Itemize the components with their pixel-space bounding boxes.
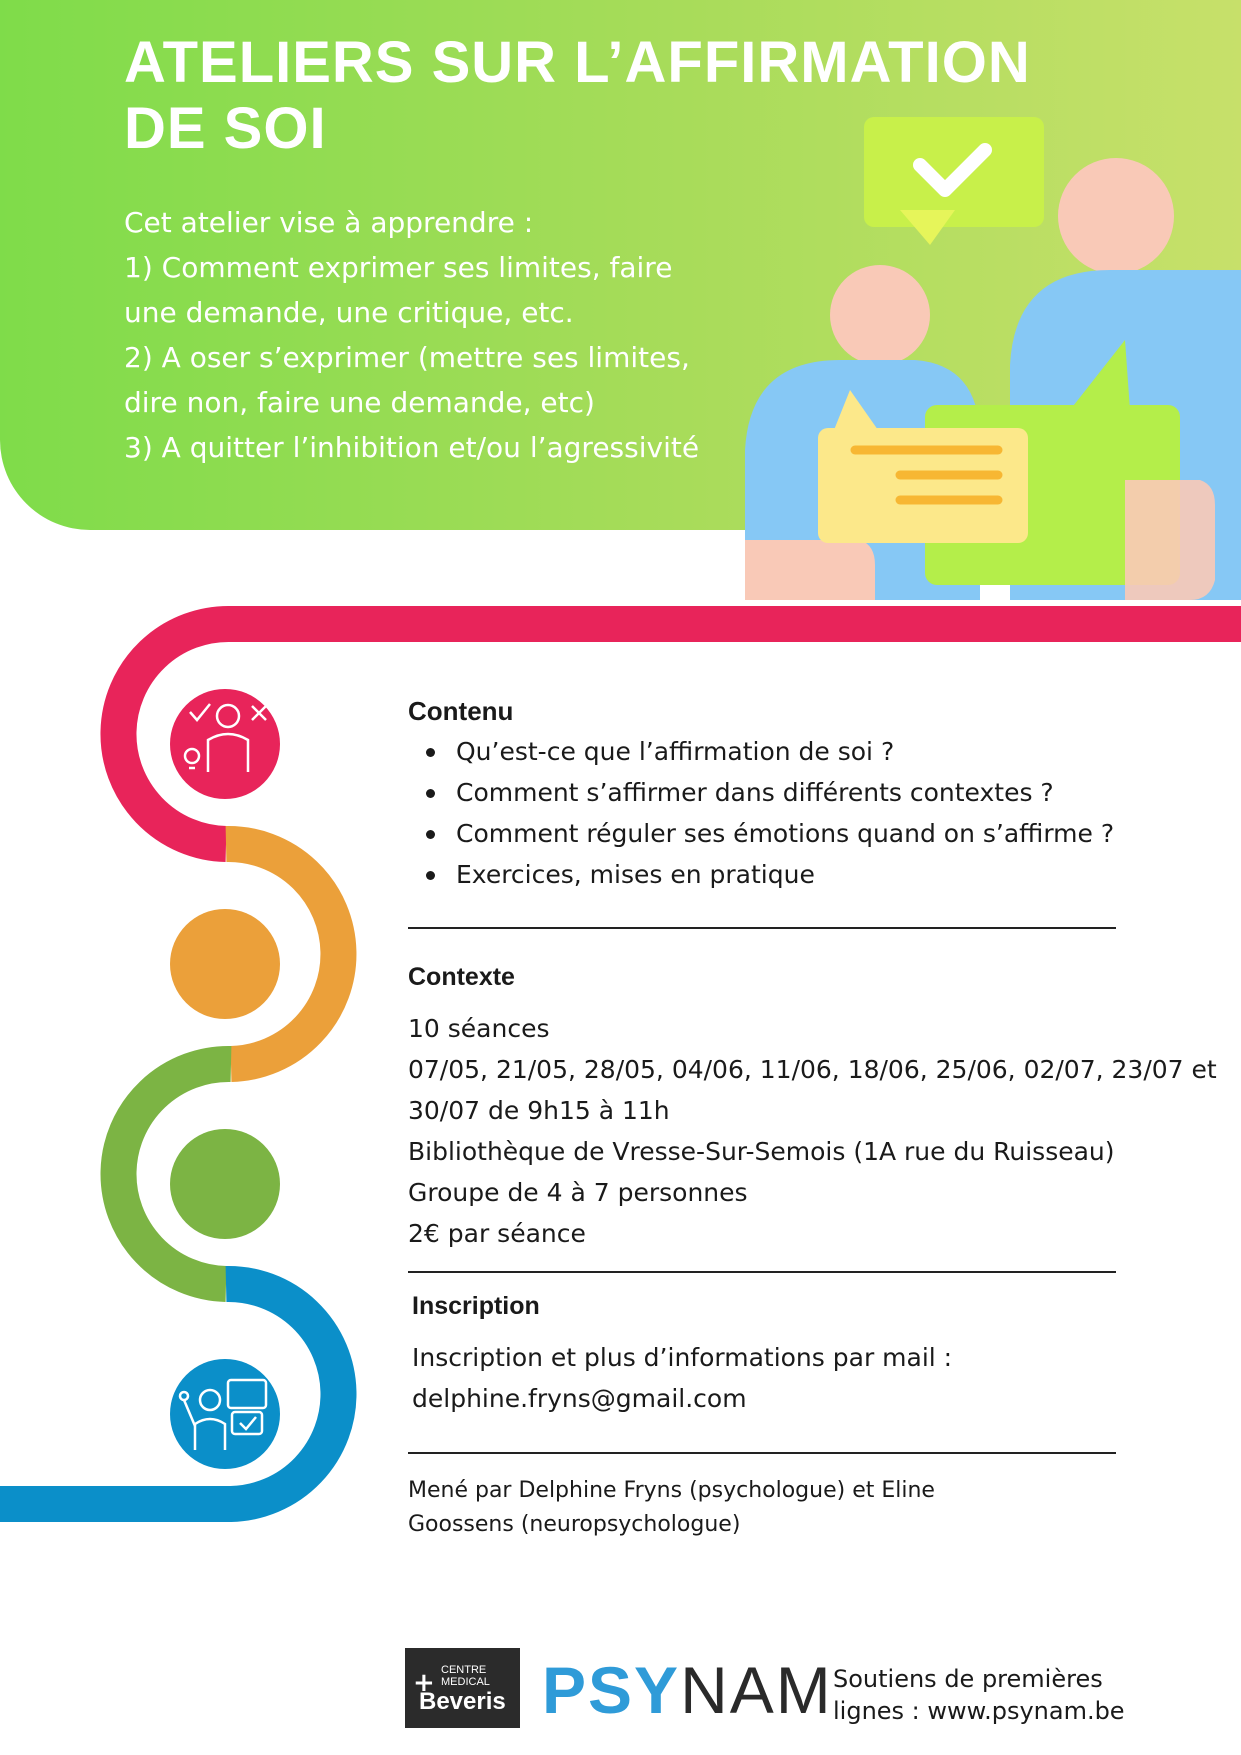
contexte-line: Bibliothèque de Vresse-Sur-Semois (1A rue du Ruisseau): [408, 1137, 1115, 1166]
list-item: [408, 813, 1114, 854]
bullet-icon: [426, 871, 435, 880]
divider: [408, 1452, 1116, 1454]
credits: [408, 1474, 935, 1542]
contexte-line: 30/07 de 9h15 à 11h: [408, 1096, 670, 1125]
contexte-section: [408, 957, 1217, 1254]
tagline: [833, 1663, 1125, 1727]
title-line-1: ATELIERS SUR L’AFFIRMATION: [124, 30, 1031, 95]
list-item-text: Exercices, mises en pratique: [456, 860, 815, 889]
logo-text: MEDICAL: [441, 1676, 490, 1688]
list-item: [408, 854, 1114, 895]
intro-line: une demande, une critique, etc.: [124, 296, 574, 329]
contenu-heading: Contenu: [408, 696, 514, 726]
contenu-list: [408, 731, 1114, 895]
title-line-2: DE SOI: [124, 96, 327, 161]
contexte-line: 2€ par séance: [408, 1219, 586, 1248]
intro-line: 2) A oser s’exprimer (mettre ses limites,: [124, 341, 690, 374]
intro-line: 3) A quitter l’inhibition et/ou l’agressivité: [124, 431, 700, 464]
list-item-text: Qu’est-ce que l’affirmation de soi ?: [456, 737, 895, 766]
contenu-section: [408, 696, 1114, 895]
psynam-logo: [542, 1655, 833, 1725]
logo-text: CENTRE: [441, 1664, 487, 1676]
bullet-icon: [426, 830, 435, 839]
person-decision-icon: [170, 689, 280, 799]
list-item: [408, 731, 1114, 772]
list-item: [408, 772, 1114, 813]
email-link[interactable]: delphine.fryns@gmail.com: [412, 1384, 747, 1413]
intro-line: 1) Comment exprimer ses limites, faire: [124, 251, 673, 284]
divider: [408, 927, 1116, 929]
inscription-section: [412, 1286, 952, 1419]
plus-icon: +: [413, 1668, 435, 1698]
contexte-heading: Contexte: [408, 963, 515, 991]
contexte-line: 07/05, 21/05, 28/05, 04/06, 11/06, 18/06, 25/06, 02/07, 23/07 et: [408, 1055, 1217, 1084]
list-item-text: Comment s’affirmer dans différents contextes ?: [456, 778, 1054, 807]
intro-line: dire non, faire une demande, etc): [124, 386, 595, 419]
intro-text: [124, 200, 744, 470]
intro-line: Cet atelier vise à apprendre :: [124, 206, 534, 239]
list-item-text: Comment réguler ses émotions quand on s’affirme ?: [456, 819, 1115, 848]
psynam-part1: PSY: [542, 1653, 681, 1727]
contexte-line: 10 séances: [408, 1014, 550, 1043]
tagline-line: Soutiens de premières: [833, 1665, 1103, 1693]
inscription-line: Inscription et plus d’informations par mail :: [412, 1343, 953, 1372]
psynam-part2: NAM: [680, 1653, 833, 1727]
bullet-icon: [426, 789, 435, 798]
people-talking-illustration: [740, 110, 1241, 600]
green-step-dot: [170, 1129, 280, 1239]
credits-line: Goossens (neuropsychologue): [408, 1512, 741, 1537]
person-checklist-icon: [170, 1359, 280, 1469]
contexte-line: Groupe de 4 à 7 personnes: [408, 1178, 748, 1207]
inscription-heading: Inscription: [412, 1292, 540, 1320]
website-link[interactable]: lignes : www.psynam.be: [833, 1697, 1125, 1725]
credits-line: Mené par Delphine Fryns (psychologue) et Eline: [408, 1478, 935, 1503]
divider: [408, 1271, 1116, 1273]
check-speech-bubble-icon: [864, 117, 1044, 245]
beveris-logo: [405, 1648, 520, 1728]
bullet-icon: [426, 748, 435, 757]
orange-step-dot: [170, 909, 280, 1019]
logo-name: Beveris: [419, 1688, 506, 1715]
